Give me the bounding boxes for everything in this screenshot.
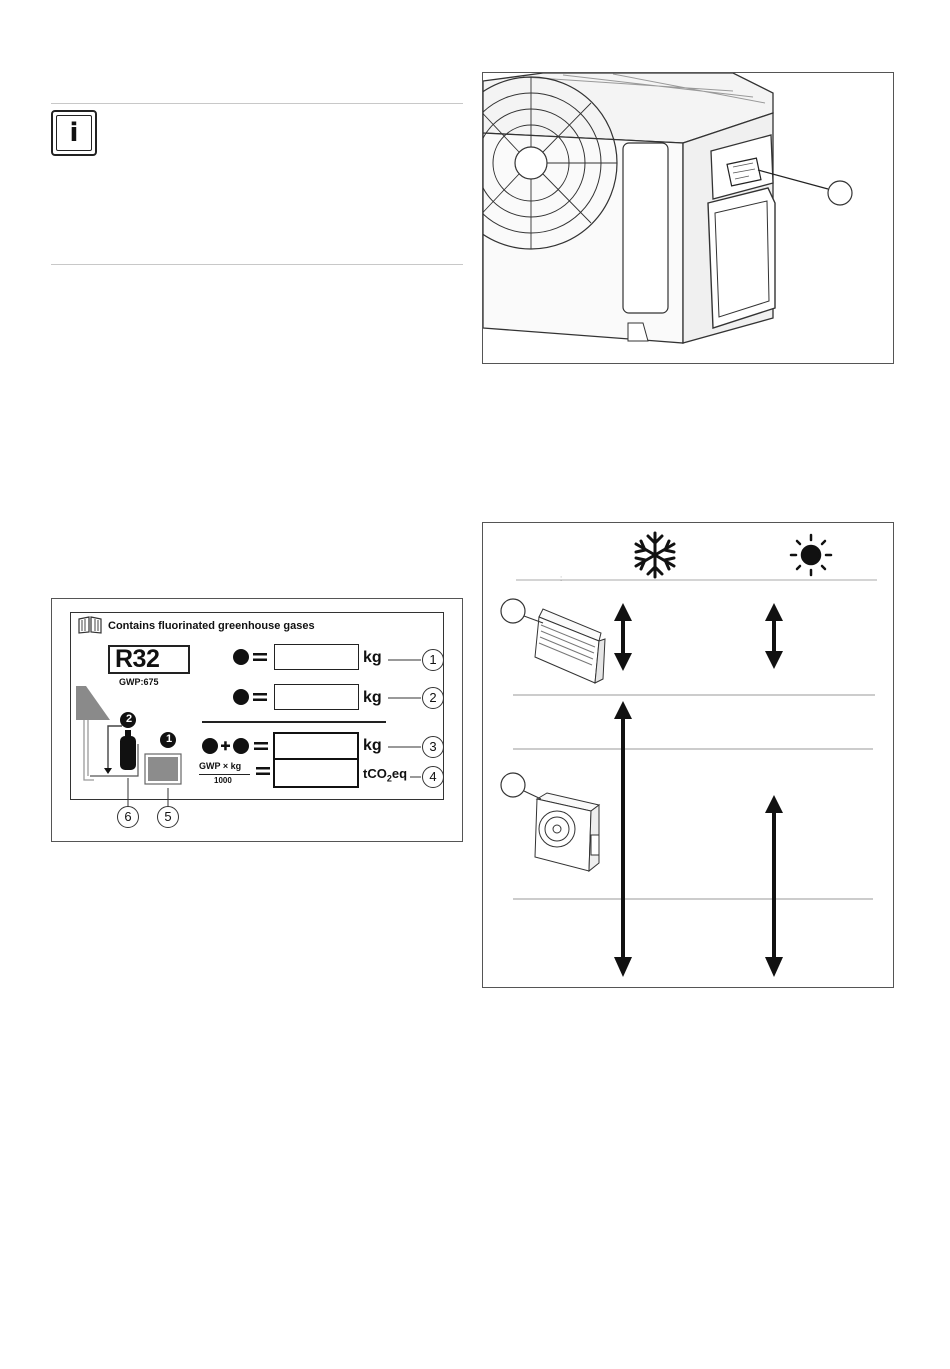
unit-tco2eq-end: eq xyxy=(391,766,408,781)
unit-kg-row2: kg xyxy=(363,689,382,706)
heating-range-arrows xyxy=(765,603,783,977)
indoor-unit-drawing xyxy=(535,609,605,683)
sun-icon xyxy=(791,535,831,575)
callout-4: 4 xyxy=(422,766,444,788)
info-icon-glyph: i xyxy=(56,115,92,151)
label-title: Contains fluorinated greenhouse gases xyxy=(108,620,315,632)
gwp-value: GWP:675 xyxy=(119,677,159,687)
callout-1: 1 xyxy=(422,649,444,671)
callout-6: 6 xyxy=(117,806,139,828)
callout-3: 3 xyxy=(422,736,444,758)
marker-one-label: 1 xyxy=(165,733,173,745)
operating-range-drawing xyxy=(483,523,893,987)
outdoor-unit-small-drawing xyxy=(535,793,599,871)
formula-numerator: GWP × kg xyxy=(199,761,242,771)
snowflake-icon xyxy=(636,533,674,577)
unit-tco2eq-main: tCO xyxy=(363,766,387,781)
unit-tco2eq-sub: 2 xyxy=(386,773,392,784)
formula-denominator: 1000 xyxy=(214,776,232,785)
cooling-range-arrows xyxy=(614,603,632,977)
unit-kg-row1: kg xyxy=(363,649,382,666)
unit-kg-row3: kg xyxy=(363,737,382,754)
callout-5: 5 xyxy=(157,806,179,828)
dot-marks: : xyxy=(560,574,563,583)
refrigerant-box: R32 xyxy=(108,645,190,674)
callout-2: 2 xyxy=(422,687,444,709)
marker-two-label: 2 xyxy=(125,713,133,725)
